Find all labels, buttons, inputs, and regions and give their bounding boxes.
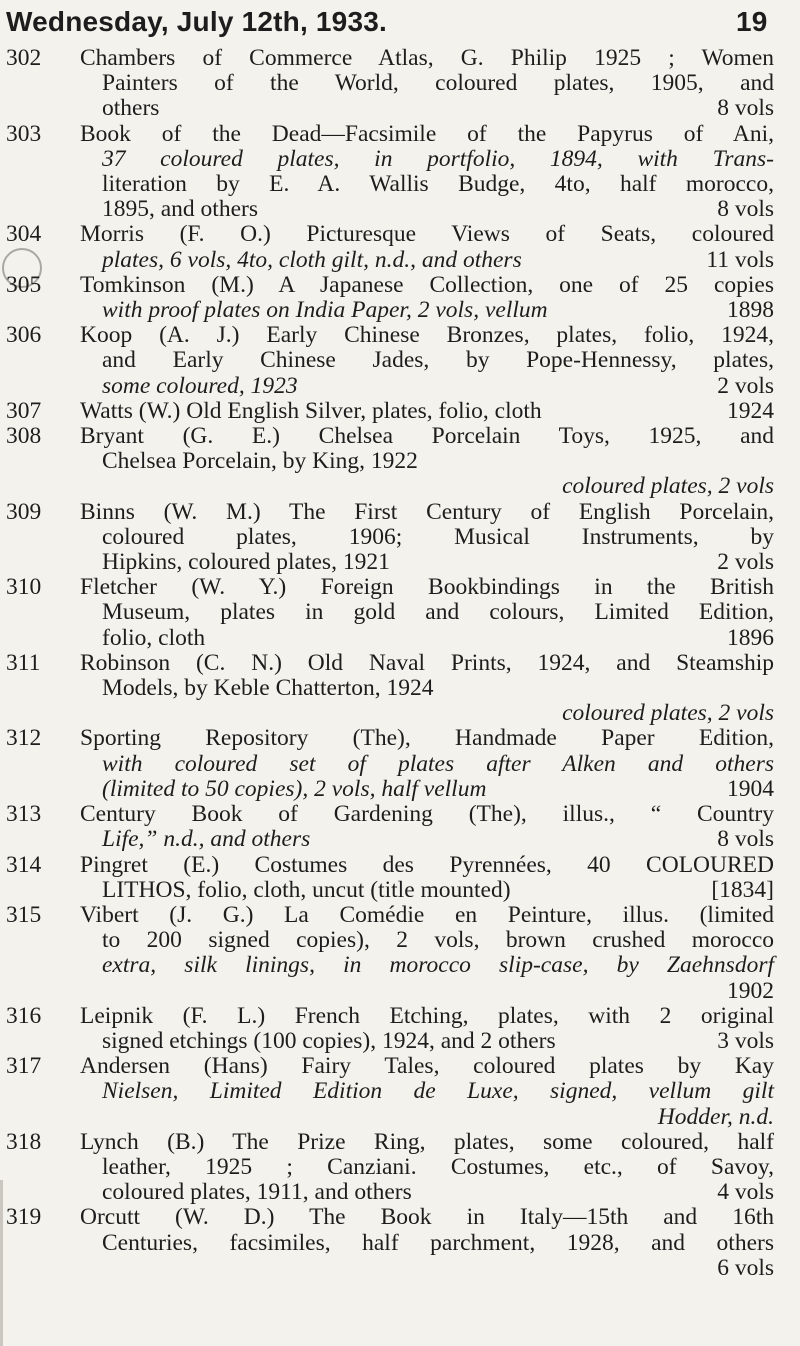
lot-line: coloured plates, 2 vols	[562, 700, 774, 727]
lot-volumes: 11 vols	[706, 246, 774, 273]
lot-line: Museum, plates in gold and colours, Limited Edition,	[102, 599, 774, 626]
lot-line	[80, 399, 774, 424]
lot-line: leather, 1925 ; Canziani. Costumes, etc., of Savoy,	[102, 1153, 774, 1180]
lot-text: 1895, and others	[102, 196, 258, 223]
sale-date: Wednesday, July 12th, 1933.	[6, 6, 387, 37]
lot-line: 1902	[727, 977, 774, 1004]
lot-line	[80, 878, 774, 903]
lot-line: Binns (W. M.) The First Century of English Porcelain,	[80, 498, 774, 525]
lot-line: Robinson (C. N.) Old Naval Prints, 1924, and Steamship	[80, 649, 774, 676]
lot-line: Morris (F. O.) Picturesque Views of Seats, coloured	[80, 221, 774, 248]
lot-entry	[6, 802, 774, 852]
lot-line: and Early Chinese Jades, by Pope-Hennessy, plates,	[102, 347, 774, 374]
lot-line: Models, by Keble Chatterton, 1924	[102, 675, 434, 702]
lot-line	[80, 777, 774, 802]
lot-volumes: 8 vols	[717, 95, 774, 122]
lot-line: Tomkinson (M.) A Japanese Collection, one of 25 copies	[80, 271, 774, 298]
lot-entry	[6, 726, 774, 802]
lot-entry	[6, 323, 774, 399]
scan-edge-shadow	[0, 1180, 3, 1346]
lot-entry	[6, 424, 774, 500]
lot-volumes: 2 vols	[717, 372, 774, 399]
lot-line: coloured plates, 2 vols	[562, 473, 774, 500]
lot-number: 314	[6, 851, 42, 878]
lot-number: 313	[6, 801, 42, 828]
lot-text: Watts (W.) Old English Silver, plates, folio, cloth	[80, 397, 542, 424]
lot-line: coloured plates, 1906; Musical Instruments, by	[102, 523, 774, 550]
lot-line: extra, silk linings, in morocco slip-case, by Zaehnsdorf	[102, 952, 774, 979]
lot-volumes: 8 vols	[717, 826, 774, 853]
lot-line	[80, 827, 774, 852]
lot-entry	[6, 222, 774, 272]
lot-text: some coloured, 1923	[102, 372, 298, 399]
lot-line: Painters of the World, coloured plates, 1905, and	[102, 70, 774, 97]
lot-entry	[6, 903, 774, 1004]
lot-line: Lynch (B.) The Prize Ring, plates, some coloured, half	[80, 1128, 774, 1155]
lot-number: 306	[6, 322, 42, 349]
lot-line	[80, 248, 774, 273]
lot-date: 1924	[727, 397, 774, 424]
lot-text: Hipkins, coloured plates, 1921	[102, 549, 390, 576]
lot-number: 318	[6, 1128, 42, 1155]
lot-line	[80, 1180, 774, 1205]
running-head	[6, 2, 766, 42]
lot-line: Sporting Repository (The), Handmade Paper Edition,	[80, 725, 774, 752]
lot-text: signed etchings (100 copies), 1924, and 2 others	[102, 1027, 556, 1054]
lot-line: Fletcher (W. Y.) Foreign Bookbindings in the British	[80, 574, 774, 601]
lot-line	[80, 550, 774, 575]
page-number: 19	[736, 6, 768, 37]
lot-entry	[6, 399, 774, 424]
lot-number: 307	[6, 397, 42, 424]
lot-line: Centuries, facsimiles, half parchment, 1928, and others	[102, 1229, 774, 1256]
lot-line: Nielsen, Limited Edition de Luxe, signed, vellum gilt	[102, 1078, 774, 1105]
lot-line: to 200 signed copies), 2 vols, brown crushed morocco	[102, 927, 774, 954]
lot-line: Orcutt (W. D.) The Book in Italy—15th and 16th	[80, 1204, 774, 1231]
lot-date: 1898	[727, 297, 774, 324]
lot-line: Pingret (E.) Costumes des Pyrennées, 40 COLOURED	[80, 851, 774, 878]
lot-number: 308	[6, 423, 42, 450]
lot-text: (limited to 50 copies), 2 vols, half vellum	[102, 775, 487, 802]
lot-number: 319	[6, 1204, 42, 1231]
lot-line	[80, 626, 774, 651]
lot-date: [1834]	[711, 876, 774, 903]
lot-volumes: 8 vols	[717, 196, 774, 223]
lot-line: Bryant (G. E.) Chelsea Porcelain Toys, 1925, and	[80, 423, 774, 450]
lot-line: Century Book of Gardening (The), illus., “ Country	[80, 801, 774, 828]
lot-number: 315	[6, 901, 42, 928]
lot-text: plates, 6 vols, 4to, cloth gilt, n.d., and others	[102, 246, 522, 273]
lot-date: 1896	[727, 624, 774, 651]
lot-volumes: 3 vols	[717, 1027, 774, 1054]
lot-line	[80, 96, 774, 121]
lot-line: Chambers of Commerce Atlas, G. Philip 1925 ; Women	[80, 45, 774, 71]
lot-number: 303	[6, 120, 42, 147]
lot-number: 317	[6, 1053, 42, 1080]
lot-entry	[6, 273, 774, 323]
lot-text: LITHOS, folio, cloth, uncut (title mounted)	[102, 876, 511, 903]
lot-number: 312	[6, 725, 42, 752]
lot-line: Koop (A. J.) Early Chinese Bronzes, plates, folio, 1924,	[80, 322, 774, 349]
lot-entry	[6, 1205, 774, 1281]
lot-entry	[6, 651, 774, 727]
lot-entry	[6, 500, 774, 576]
lot-line: 37 coloured plates, in portfolio, 1894, with Trans-	[102, 145, 774, 172]
lot-entry	[6, 1054, 774, 1130]
lot-text: folio, cloth	[102, 624, 206, 651]
lot-entry	[6, 122, 774, 223]
lot-entry	[6, 575, 774, 651]
lot-line: Hodder, n.d.	[657, 1103, 774, 1130]
lot-number: 304	[6, 221, 42, 248]
lot-number: 310	[6, 574, 42, 601]
lot-line: Chelsea Porcelain, by King, 1922	[102, 448, 418, 475]
lot-line: 6 vols	[717, 1254, 774, 1281]
lot-line	[80, 298, 774, 323]
lot-line: Leipnik (F. L.) French Etching, plates, with 2 original	[80, 1002, 774, 1029]
lot-line	[80, 1029, 774, 1054]
lot-line: Book of the Dead—Facsimile of the Papyrus of Ani,	[80, 120, 774, 147]
lot-line: Vibert (J. G.) La Comédie en Peinture, illus. (limited	[80, 901, 774, 928]
lot-date: 1904	[727, 775, 774, 802]
lot-line: Andersen (Hans) Fairy Tales, coloured plates by Kay	[80, 1053, 774, 1080]
lot-number: 309	[6, 498, 42, 525]
lot-text: coloured plates, 1911, and others	[102, 1179, 412, 1206]
lot-number: 305	[6, 271, 42, 298]
lot-entry	[6, 46, 774, 122]
lot-number: 302	[6, 45, 42, 71]
lot-line: with coloured set of plates after Alken and others	[102, 750, 774, 777]
lot-volumes: 4 vols	[717, 1179, 774, 1206]
lot-text: Life,” n.d., and others	[102, 826, 311, 853]
lot-entry	[6, 1004, 774, 1054]
lot-list	[6, 46, 774, 1281]
lot-entry	[6, 853, 774, 903]
lot-text: with proof plates on India Paper, 2 vols, vellum	[102, 297, 548, 324]
lot-line: literation by E. A. Wallis Budge, 4to, half morocco,	[102, 171, 774, 198]
lot-text: others	[102, 95, 160, 122]
lot-line	[80, 197, 774, 222]
lot-number: 316	[6, 1002, 42, 1029]
lot-line	[80, 374, 774, 399]
lot-entry	[6, 1130, 774, 1206]
lot-volumes: 2 vols	[717, 549, 774, 576]
lot-number: 311	[6, 649, 41, 676]
